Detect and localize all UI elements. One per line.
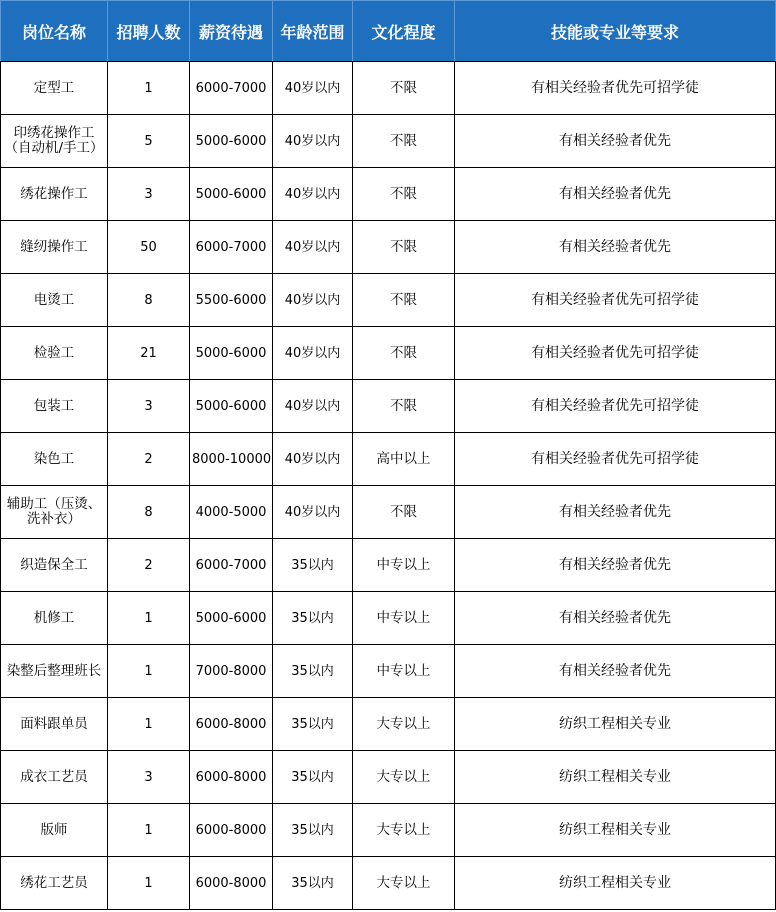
cell-requirement: 有相关经验者优先 [455, 592, 776, 645]
cell-age: 40岁以内 [273, 433, 353, 486]
cell-position: 绣花操作工 [1, 168, 108, 221]
table-row [1, 592, 776, 645]
cell-count: 1 [108, 698, 190, 751]
header-education: 文化程度 [353, 1, 455, 62]
cell-position: 绣花工艺员 [1, 857, 108, 910]
cell-salary: 5000-6000 [190, 380, 273, 433]
cell-requirement: 纺织工程相关专业 [455, 751, 776, 804]
cell-position: 染色工 [1, 433, 108, 486]
cell-age: 40岁以内 [273, 274, 353, 327]
cell-requirement: 有相关经验者优先 [455, 645, 776, 698]
cell-education: 不限 [353, 62, 455, 115]
cell-position: 缝纫操作工 [1, 221, 108, 274]
cell-position: 定型工 [1, 62, 108, 115]
cell-age: 35以内 [273, 592, 353, 645]
table-row [1, 115, 776, 168]
cell-count: 3 [108, 751, 190, 804]
header-position: 岗位名称 [1, 1, 108, 62]
cell-age: 40岁以内 [273, 380, 353, 433]
cell-position: 印绣花操作工（自动机/手工） [1, 115, 108, 168]
cell-position: 机修工 [1, 592, 108, 645]
cell-count: 3 [108, 380, 190, 433]
table-row [1, 168, 776, 221]
table-row [1, 380, 776, 433]
cell-requirement: 有相关经验者优先可招学徒 [455, 380, 776, 433]
cell-education: 大专以上 [353, 698, 455, 751]
cell-age: 35以内 [273, 698, 353, 751]
cell-age: 40岁以内 [273, 486, 353, 539]
cell-education: 中专以上 [353, 592, 455, 645]
cell-count: 21 [108, 327, 190, 380]
cell-age: 35以内 [273, 804, 353, 857]
cell-position: 包装工 [1, 380, 108, 433]
cell-count: 1 [108, 804, 190, 857]
cell-salary: 4000-5000 [190, 486, 273, 539]
cell-count: 1 [108, 857, 190, 910]
cell-salary: 8000-10000 [190, 433, 273, 486]
table-row [1, 698, 776, 751]
cell-count: 2 [108, 433, 190, 486]
cell-education: 大专以上 [353, 857, 455, 910]
cell-requirement: 有相关经验者优先 [455, 539, 776, 592]
table-row [1, 751, 776, 804]
cell-education: 中专以上 [353, 539, 455, 592]
cell-age: 40岁以内 [273, 115, 353, 168]
header-age: 年龄范围 [273, 1, 353, 62]
cell-age: 40岁以内 [273, 168, 353, 221]
cell-salary: 6000-7000 [190, 539, 273, 592]
cell-requirement: 有相关经验者优先 [455, 168, 776, 221]
cell-position: 电烫工 [1, 274, 108, 327]
cell-position: 辅助工（压烫、洗补衣） [1, 486, 108, 539]
cell-education: 不限 [353, 168, 455, 221]
cell-education: 大专以上 [353, 804, 455, 857]
cell-salary: 5000-6000 [190, 327, 273, 380]
table-row [1, 857, 776, 910]
cell-education: 高中以上 [353, 433, 455, 486]
cell-requirement: 有相关经验者优先可招学徒 [455, 327, 776, 380]
cell-requirement: 纺织工程相关专业 [455, 698, 776, 751]
cell-position: 织造保全工 [1, 539, 108, 592]
table-row [1, 804, 776, 857]
table-row [1, 645, 776, 698]
cell-salary: 5000-6000 [190, 168, 273, 221]
cell-salary: 5000-6000 [190, 115, 273, 168]
cell-age: 40岁以内 [273, 62, 353, 115]
cell-requirement: 纺织工程相关专业 [455, 857, 776, 910]
table-row [1, 486, 776, 539]
table-body [1, 62, 776, 910]
table-row [1, 539, 776, 592]
cell-age: 40岁以内 [273, 327, 353, 380]
cell-count: 50 [108, 221, 190, 274]
cell-requirement: 有相关经验者优先 [455, 115, 776, 168]
cell-age: 40岁以内 [273, 221, 353, 274]
cell-salary: 7000-8000 [190, 645, 273, 698]
cell-salary: 6000-8000 [190, 751, 273, 804]
cell-count: 5 [108, 115, 190, 168]
cell-requirement: 有相关经验者优先可招学徒 [455, 433, 776, 486]
cell-education: 不限 [353, 115, 455, 168]
cell-position: 染整后整理班长 [1, 645, 108, 698]
cell-requirement: 有相关经验者优先 [455, 486, 776, 539]
cell-age: 35以内 [273, 751, 353, 804]
cell-position: 版师 [1, 804, 108, 857]
cell-education: 不限 [353, 327, 455, 380]
table-row [1, 221, 776, 274]
cell-count: 8 [108, 274, 190, 327]
cell-age: 35以内 [273, 857, 353, 910]
cell-salary: 6000-7000 [190, 62, 273, 115]
table-header [1, 1, 776, 62]
header-row [1, 1, 776, 62]
cell-salary: 5000-6000 [190, 592, 273, 645]
cell-position: 成衣工艺员 [1, 751, 108, 804]
cell-count: 3 [108, 168, 190, 221]
cell-requirement: 有相关经验者优先 [455, 221, 776, 274]
header-salary: 薪资待遇 [190, 1, 273, 62]
cell-count: 1 [108, 645, 190, 698]
cell-salary: 6000-8000 [190, 857, 273, 910]
cell-salary: 5500-6000 [190, 274, 273, 327]
cell-age: 35以内 [273, 645, 353, 698]
cell-education: 中专以上 [353, 645, 455, 698]
cell-count: 1 [108, 592, 190, 645]
table-row [1, 274, 776, 327]
cell-education: 不限 [353, 380, 455, 433]
cell-count: 8 [108, 486, 190, 539]
cell-education: 大专以上 [353, 751, 455, 804]
table-row [1, 62, 776, 115]
cell-education: 不限 [353, 221, 455, 274]
cell-position: 面料跟单员 [1, 698, 108, 751]
cell-age: 35以内 [273, 539, 353, 592]
header-count: 招聘人数 [108, 1, 190, 62]
cell-salary: 6000-7000 [190, 221, 273, 274]
cell-education: 不限 [353, 274, 455, 327]
cell-salary: 6000-8000 [190, 804, 273, 857]
cell-requirement: 有相关经验者优先可招学徒 [455, 62, 776, 115]
cell-count: 2 [108, 539, 190, 592]
cell-requirement: 有相关经验者优先可招学徒 [455, 274, 776, 327]
cell-count: 1 [108, 62, 190, 115]
cell-education: 不限 [353, 486, 455, 539]
header-requirement: 技能或专业等要求 [455, 1, 776, 62]
cell-salary: 6000-8000 [190, 698, 273, 751]
table-row [1, 327, 776, 380]
cell-position: 检验工 [1, 327, 108, 380]
table-row [1, 433, 776, 486]
cell-requirement: 纺织工程相关专业 [455, 804, 776, 857]
